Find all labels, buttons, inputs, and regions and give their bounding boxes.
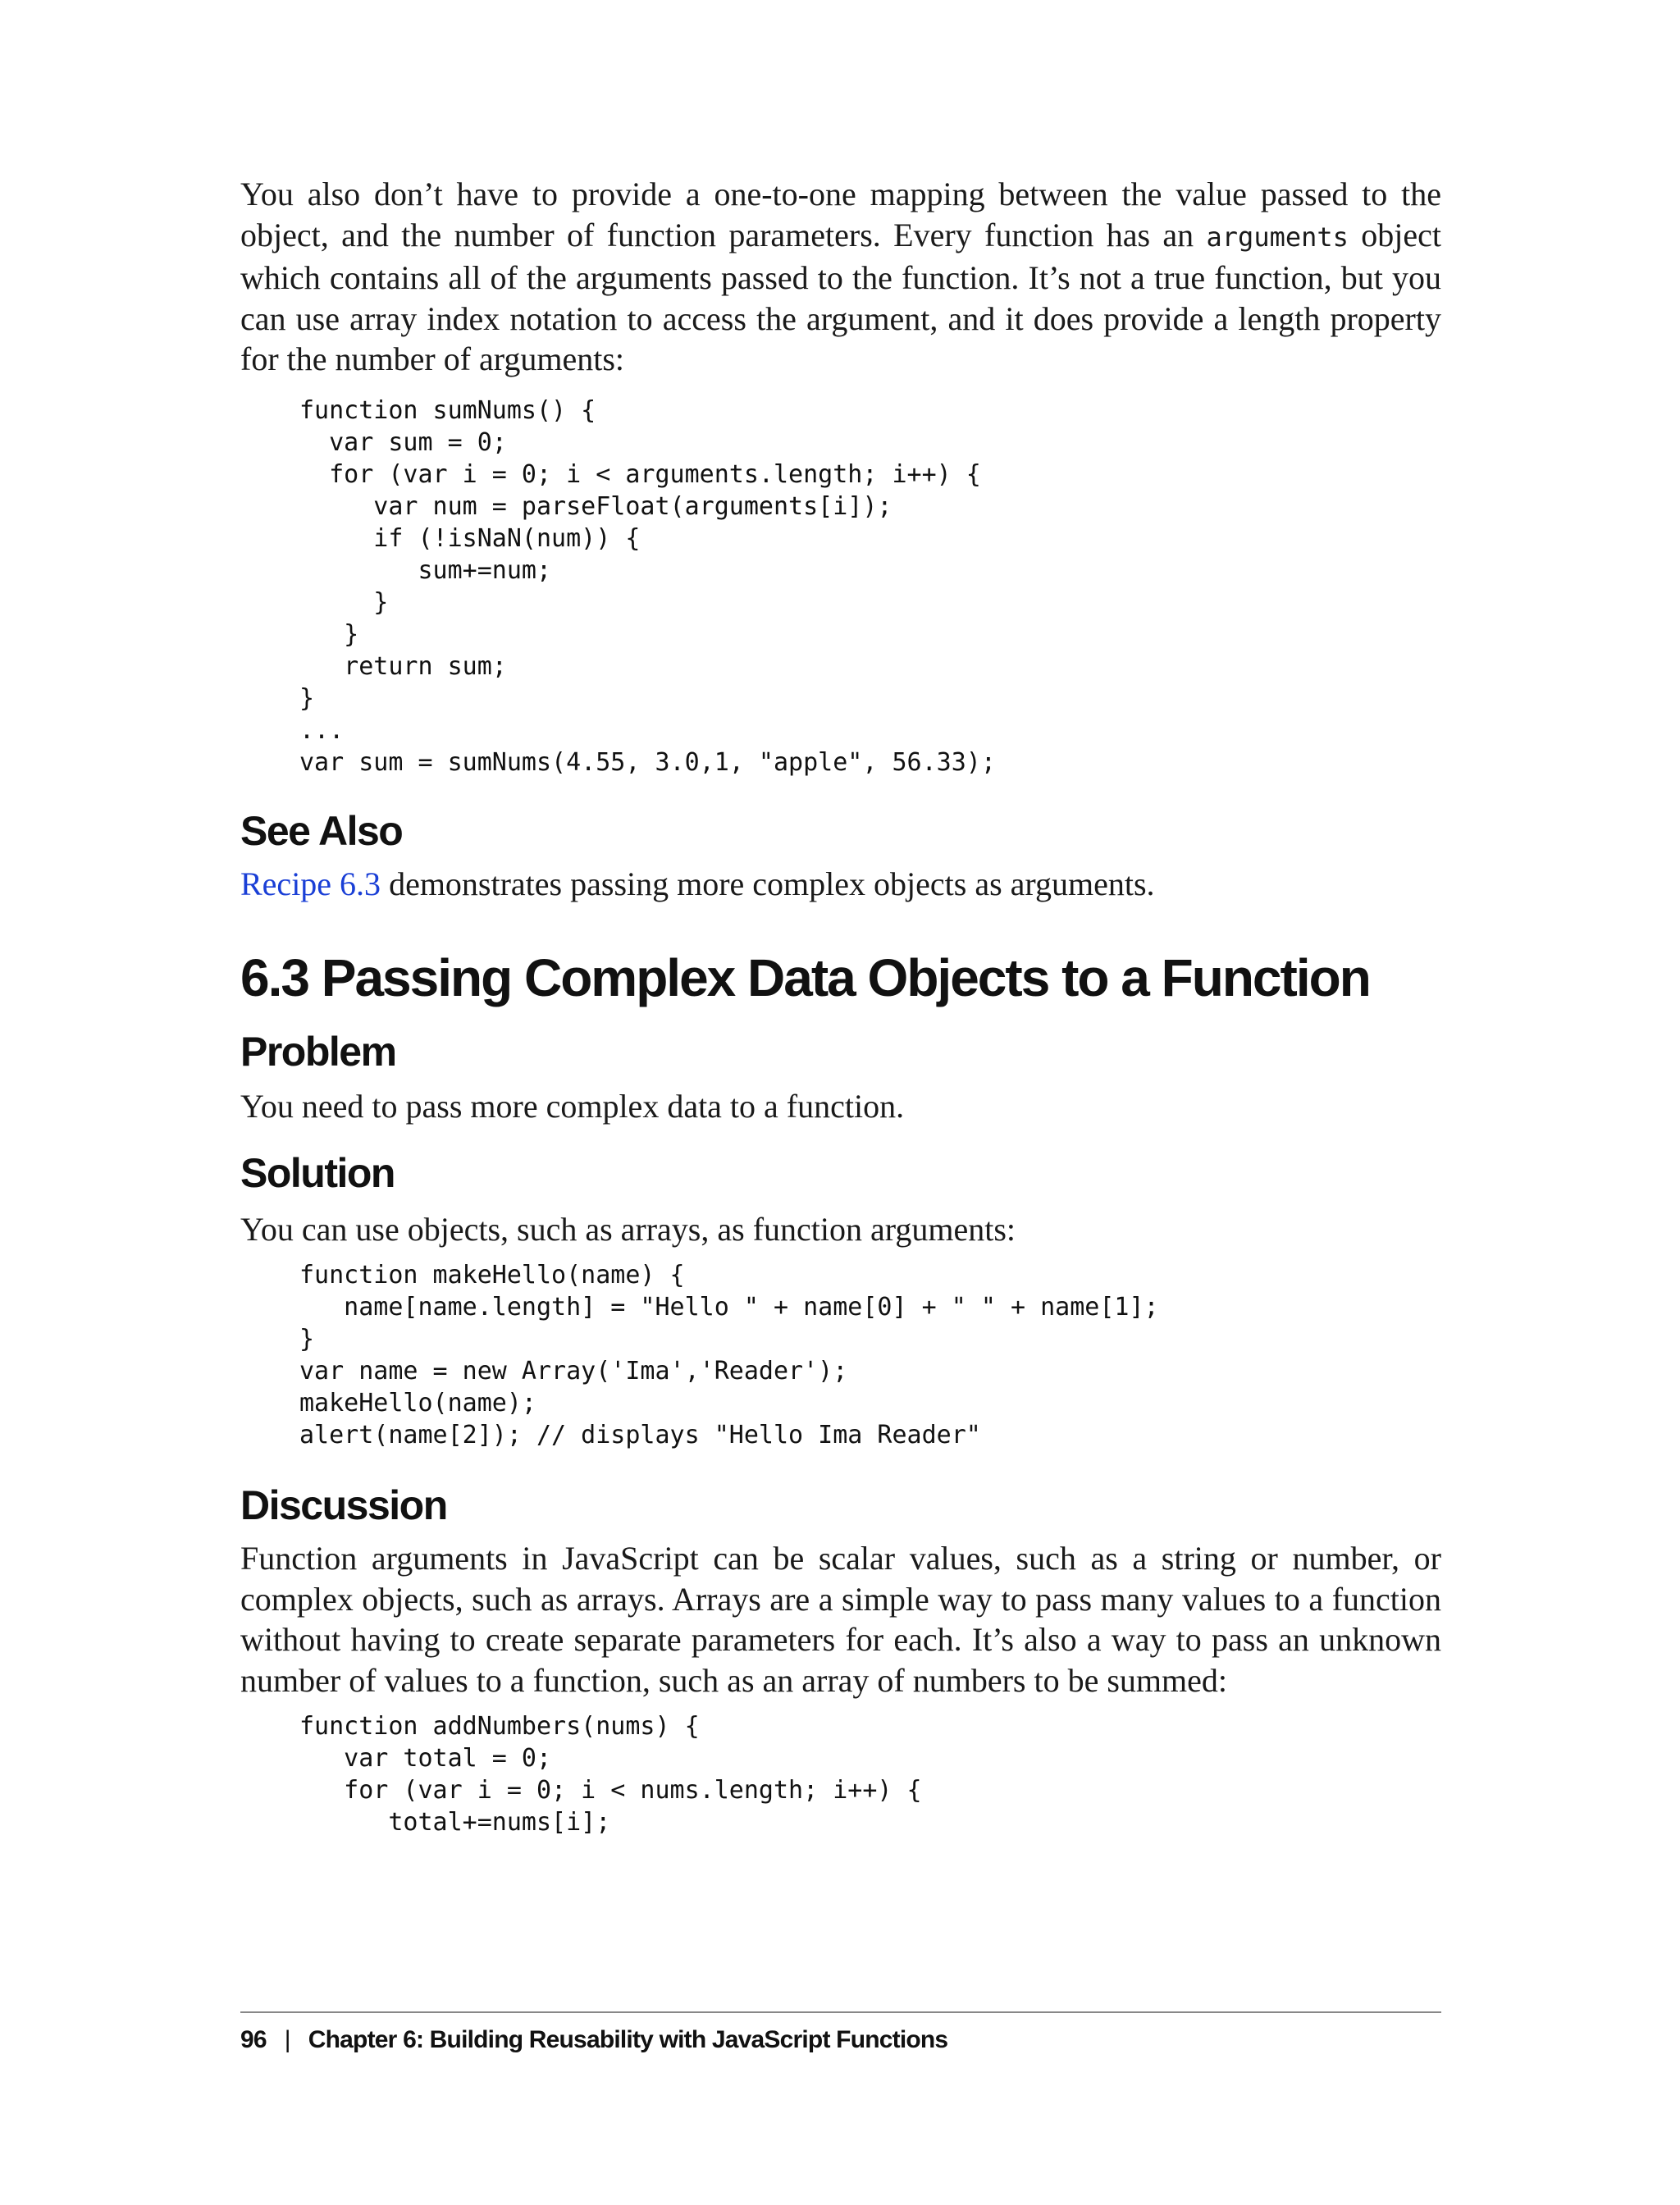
inline-code-arguments: arguments — [1206, 221, 1349, 253]
solution-text: You can use objects, such as arrays, as function arguments: — [240, 1210, 1016, 1248]
footer-separator: | — [284, 2026, 290, 2053]
code-addnumbers: function addNumbers(nums) { var total = 0; for (var i = 0; i < nums.length; i++) { total+=nums[i]; — [299, 1712, 922, 1837]
page-content — [240, 174, 1441, 1838]
see-also-heading: See Also — [240, 807, 403, 854]
see-also-text: demonstrates passing more complex objects as arguments. — [381, 865, 1155, 902]
section-title: 6.3 Passing Complex Data Objects to a Function — [240, 948, 1370, 1007]
page-number: 96 — [240, 2026, 267, 2053]
problem-text: You need to pass more complex data to a function. — [240, 1088, 905, 1125]
intro-text-2: object which contains all of the arguments passed to the function. It’s not a true function, but you can use array index notation to access the argument, and it does provide a length property for the number of arguments: — [240, 216, 1442, 377]
problem-heading: Problem — [240, 1029, 396, 1075]
page-footer — [240, 2011, 1441, 2054]
discussion-heading: Discussion — [240, 1482, 447, 1528]
solution-heading: Solution — [240, 1149, 395, 1196]
code-makehello: function makeHello(name) { name[name.length] = "Hello " + name[0] + " " + name[1]; } var name = new Array('Ima','Reader'); makeHello(name); alert(name[2]); // displays "Hello Ima Reader" — [299, 1261, 1159, 1449]
see-also-paragraph — [240, 864, 1441, 905]
code-sumnums: function sumNums() { var sum = 0; for (var i = 0; i < arguments.length; i++) { var num = parseFloat(arguments[i]); if (!isNaN(num)) { sum+=num; } } return sum; } ... var sum = sumNums(4.55, 3.0,1, "apple", 56.33); — [299, 395, 996, 777]
footer-line — [240, 2026, 1441, 2054]
discussion-text: Function arguments in JavaScript can be scalar values, such as a string or number, or complex objects, such as arrays. Arrays are a simple way to pass many values to a function without having to create separate parameters for each. It’s also a way to pass an unknown number of values to a function, such as an array of numbers to be summed: — [240, 1540, 1441, 1699]
recipe-link[interactable]: Recipe 6.3 — [240, 865, 381, 902]
chapter-title: Chapter 6: Building Reusability with JavaScript Functions — [308, 2026, 948, 2053]
intro-paragraph — [240, 174, 1441, 380]
intro-text-1: You also don’t have to provide a one-to-one mapping between the value passed to the object, and the number of function parameters. Every function has an — [240, 176, 1441, 253]
